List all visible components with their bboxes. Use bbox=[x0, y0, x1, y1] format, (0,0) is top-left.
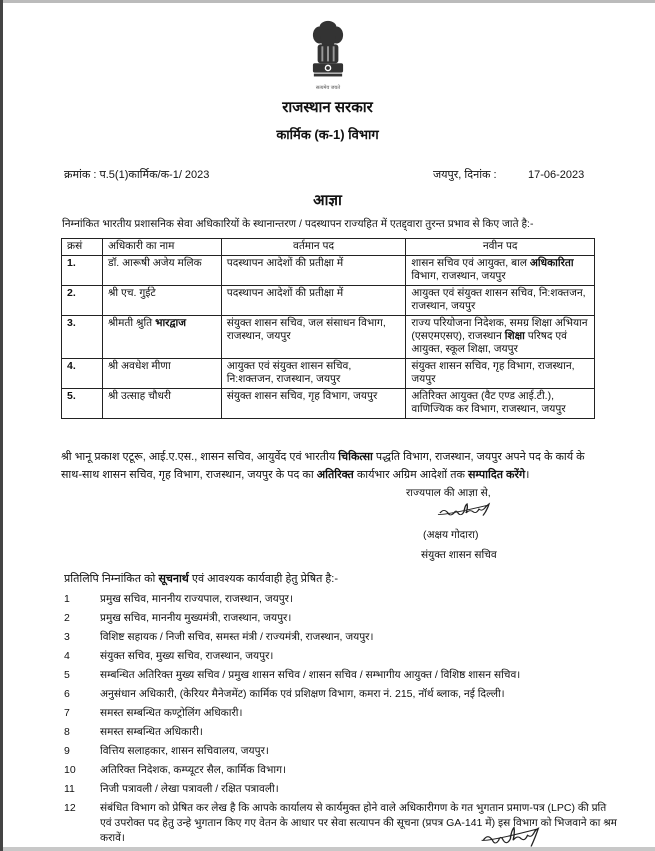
item-text: अतिरिक्त निदेशक, कम्प्यूटर सैल, कार्मिक विभाग। bbox=[100, 764, 286, 776]
paragraph-bold: चिकित्सा bbox=[338, 451, 373, 463]
row-officer-name bbox=[102, 316, 221, 359]
item-text: वित्तिय सलाहकार, शासन सचिवालय, जयपुर। bbox=[100, 745, 269, 757]
signature-image-footer bbox=[478, 822, 550, 850]
header-new-post: नवीन पद bbox=[406, 239, 595, 256]
heading-text: प्रतिलिपि निम्नांकित को bbox=[64, 573, 159, 585]
authority-line: राज्यपाल की आज्ञा से, bbox=[406, 487, 491, 499]
row-serial: 2. bbox=[62, 286, 103, 316]
signatory-designation: संयुक्त शासन सचिव bbox=[421, 549, 497, 561]
heading-bold: सूचनार्थ bbox=[158, 573, 189, 585]
new-post-text: शासन सचिव एवं आयुक्त, बाल bbox=[411, 257, 530, 269]
row-current-post: संयुक्त शासन सचिव, गृह विभाग, जयपुर bbox=[221, 389, 406, 419]
table-row bbox=[62, 286, 595, 316]
paragraph-text: पद्धति विभाग, राजस्थान, जयपुर अपने पद के कार्य के साथ-साथ शासन सचिव, गृह विभाग, राजस्थान, जयपुर के पद का bbox=[61, 451, 585, 481]
order-date: 17-06-2023 bbox=[528, 169, 585, 181]
paragraph-text: । bbox=[525, 469, 530, 481]
row-serial: 1. bbox=[62, 256, 103, 286]
item-number: 1 bbox=[64, 593, 70, 605]
row-officer-name: डॉ. आरूषी अजेय मलिक bbox=[102, 256, 221, 286]
item-text: प्रमुख सचिव, माननीय राज्यपाल, राजस्थान, जयपुर। bbox=[100, 593, 293, 605]
heading-text-end: एवं आवश्यक कार्यवाही हेतु प्रेषित है:- bbox=[188, 573, 338, 585]
emblem-motto: सत्यमेव जयते bbox=[315, 85, 341, 91]
copy-to-heading bbox=[64, 572, 338, 586]
row-new-post bbox=[406, 256, 595, 286]
signature-block bbox=[406, 486, 556, 566]
row-officer-name: श्री एच. गुईटे bbox=[102, 286, 221, 316]
paragraph-text: कार्यभार अग्रिम आदेशों तक bbox=[353, 469, 468, 481]
row-serial: 4. bbox=[62, 359, 103, 389]
row-officer-name: श्री उत्साह चौधरी bbox=[102, 389, 221, 419]
paragraph-bold: अतिरिक्त bbox=[316, 469, 354, 481]
new-post-bold: अधिकारिता bbox=[529, 257, 574, 269]
row-new-post: आयुक्त एवं संयुक्त शासन सचिव, नि:शक्तजन, राजस्थान, जयपुर bbox=[406, 286, 595, 316]
header-officer-name: अधिकारी का नाम bbox=[102, 239, 221, 256]
item-text: प्रमुख सचिव, माननीय मुख्यमंत्री, राजस्थान, जयपुर। bbox=[100, 612, 292, 624]
row-current-post: आयुक्त एवं संयुक्त शासन सचिव, नि:शक्तजन, राजस्थान, जयपुर bbox=[221, 359, 406, 389]
row-serial: 5. bbox=[62, 389, 103, 419]
header-serial: क्रसं bbox=[62, 239, 103, 256]
item-number: 5 bbox=[64, 669, 70, 681]
item-number: 11 bbox=[64, 783, 75, 795]
table-row bbox=[62, 256, 595, 286]
item-text: समस्त सम्बन्धित अधिकारी। bbox=[100, 726, 203, 738]
paragraph-bold: सम्पादित करेंगे bbox=[467, 469, 526, 481]
ashoka-emblem-icon bbox=[307, 18, 349, 84]
row-new-post bbox=[406, 316, 595, 359]
paragraph-text: श्री भानू प्रकाश एटूरू, आई.ए.एस., शासन सचिव, आयुर्वेद एवं भारतीय bbox=[61, 451, 339, 463]
header-current-post: वर्तमान पद bbox=[221, 239, 406, 256]
row-current-post: पदस्थापन आदेशों की प्रतीक्षा में bbox=[221, 286, 406, 316]
new-post-bold: शिक्षा bbox=[504, 330, 525, 342]
page-left-border bbox=[0, 0, 3, 851]
order-title: आज्ञा bbox=[313, 192, 342, 209]
row-new-post: संयुक्त शासन सचिव, गृह विभाग, राजस्थान, जयपुर bbox=[406, 359, 595, 389]
item-text: अनुसंधान अधिकारी, (केरियर मैनेजमेंट) कार्मिक एवं प्रशिक्षण विभाग, कमरा नं. 215, नॉर्थ ब्लाक, नई दिल्ली। bbox=[100, 688, 505, 700]
row-new-post: अतिरिक्त आयुक्त (वैट एण्ड आई.टी.), वाणिज्यिक कर विभाग, राजस्थान, जयपुर bbox=[406, 389, 595, 419]
table-row bbox=[62, 316, 595, 359]
item-text: सम्बन्धित अतिरिक्त मुख्य सचिव / प्रमुख शासन सचिव / शासन सचिव / सम्भागीय आयुक्त / विशिष्ठ शासन सचिव। bbox=[100, 669, 521, 681]
reference-number: प.5(1)कार्मिक/क-1/ 2023 bbox=[99, 169, 210, 181]
item-text: निजी पत्रावली / लेखा पत्रावली / रक्षित पत्रावली। bbox=[100, 783, 279, 795]
item-number: 3 bbox=[64, 631, 70, 643]
item-number: 6 bbox=[64, 688, 70, 700]
new-post-text-end: परिषद एवं आयुक्त, स्कूल शिक्षा, जयपुर bbox=[411, 330, 567, 355]
table-header-row bbox=[62, 239, 595, 256]
item-number: 4 bbox=[64, 650, 70, 662]
signature-image bbox=[436, 500, 496, 526]
row-current-post: पदस्थापन आदेशों की प्रतीक्षा में bbox=[221, 256, 406, 286]
row-officer-name: श्री अवधेश मीणा bbox=[102, 359, 221, 389]
item-number: 8 bbox=[64, 726, 70, 738]
item-number: 7 bbox=[64, 707, 70, 719]
department-name: कार्मिक (क-1) विभाग bbox=[276, 127, 379, 142]
additional-charge-paragraph bbox=[61, 448, 606, 484]
new-post-text: राज्य परियोजना निदेशक, समग्र शिक्षा अभियान (एसएमएसए), राजस्थान bbox=[411, 317, 588, 342]
item-number: 9 bbox=[64, 745, 70, 757]
item-text: विशिष्ट सहायक / निजी सचिव, समस्त मंत्री / राज्यमंत्री, राजस्थान, जयपुर। bbox=[100, 631, 374, 643]
item-text: संयुक्त सचिव, मुख्य सचिव, राजस्थान, जयपुर। bbox=[100, 650, 274, 662]
item-text: समस्त सम्बन्धित कण्ट्रोलिंग अधिकारी। bbox=[100, 707, 243, 719]
item-number: 12 bbox=[64, 802, 76, 814]
transfer-table bbox=[61, 238, 595, 419]
signatory-name: (अक्षय गोदारा) bbox=[423, 529, 479, 541]
row-current-post: संयुक्त शासन सचिव, जल संसाधन विभाग, राजस्थान, जयपुर bbox=[221, 316, 406, 359]
reference-label: क्रमांक : bbox=[64, 169, 97, 181]
government-name: राजस्थान सरकार bbox=[282, 99, 373, 116]
item-number: 10 bbox=[64, 764, 76, 776]
officer-name-bold: भारद्वाज bbox=[155, 317, 187, 329]
place-date-label: जयपुर, दिनांक : bbox=[433, 169, 497, 181]
row-serial: 3. bbox=[62, 316, 103, 359]
table-row bbox=[62, 389, 595, 419]
officer-name-text: श्रीमती श्रुति bbox=[107, 317, 156, 329]
item-number: 2 bbox=[64, 612, 70, 624]
order-intro-text: निम्नांकित भारतीय प्रशासनिक सेवा अधिकारियों के स्थानान्तरण / पदस्थापन राज्यहित में एतद्द्वारा तुरन्त प्रभाव से किए जाते है:- bbox=[62, 218, 534, 230]
item-text: संबंधित विभाग को प्रेषित कर लेख है कि आपके कार्यालय से कार्यमुक्त होने वाले अधिकारीगण के गत भुगतान प्रमाण-पत्र (LPC) की प्रति एवं उपरोक्त पद हेतु उन्हे भुगतान किए गए वेतन के आधार पर सेवा सत्यापन की सूचना (प्रपत्र GA-141 में) इस विभाग को भिजवाने का श्रम करावें। bbox=[100, 802, 617, 844]
new-post-text-end: विभाग, राजस्थान, जयपुर bbox=[411, 270, 506, 282]
reference-line bbox=[64, 168, 209, 182]
page-top-border bbox=[0, 0, 655, 3]
table-row bbox=[62, 359, 595, 389]
